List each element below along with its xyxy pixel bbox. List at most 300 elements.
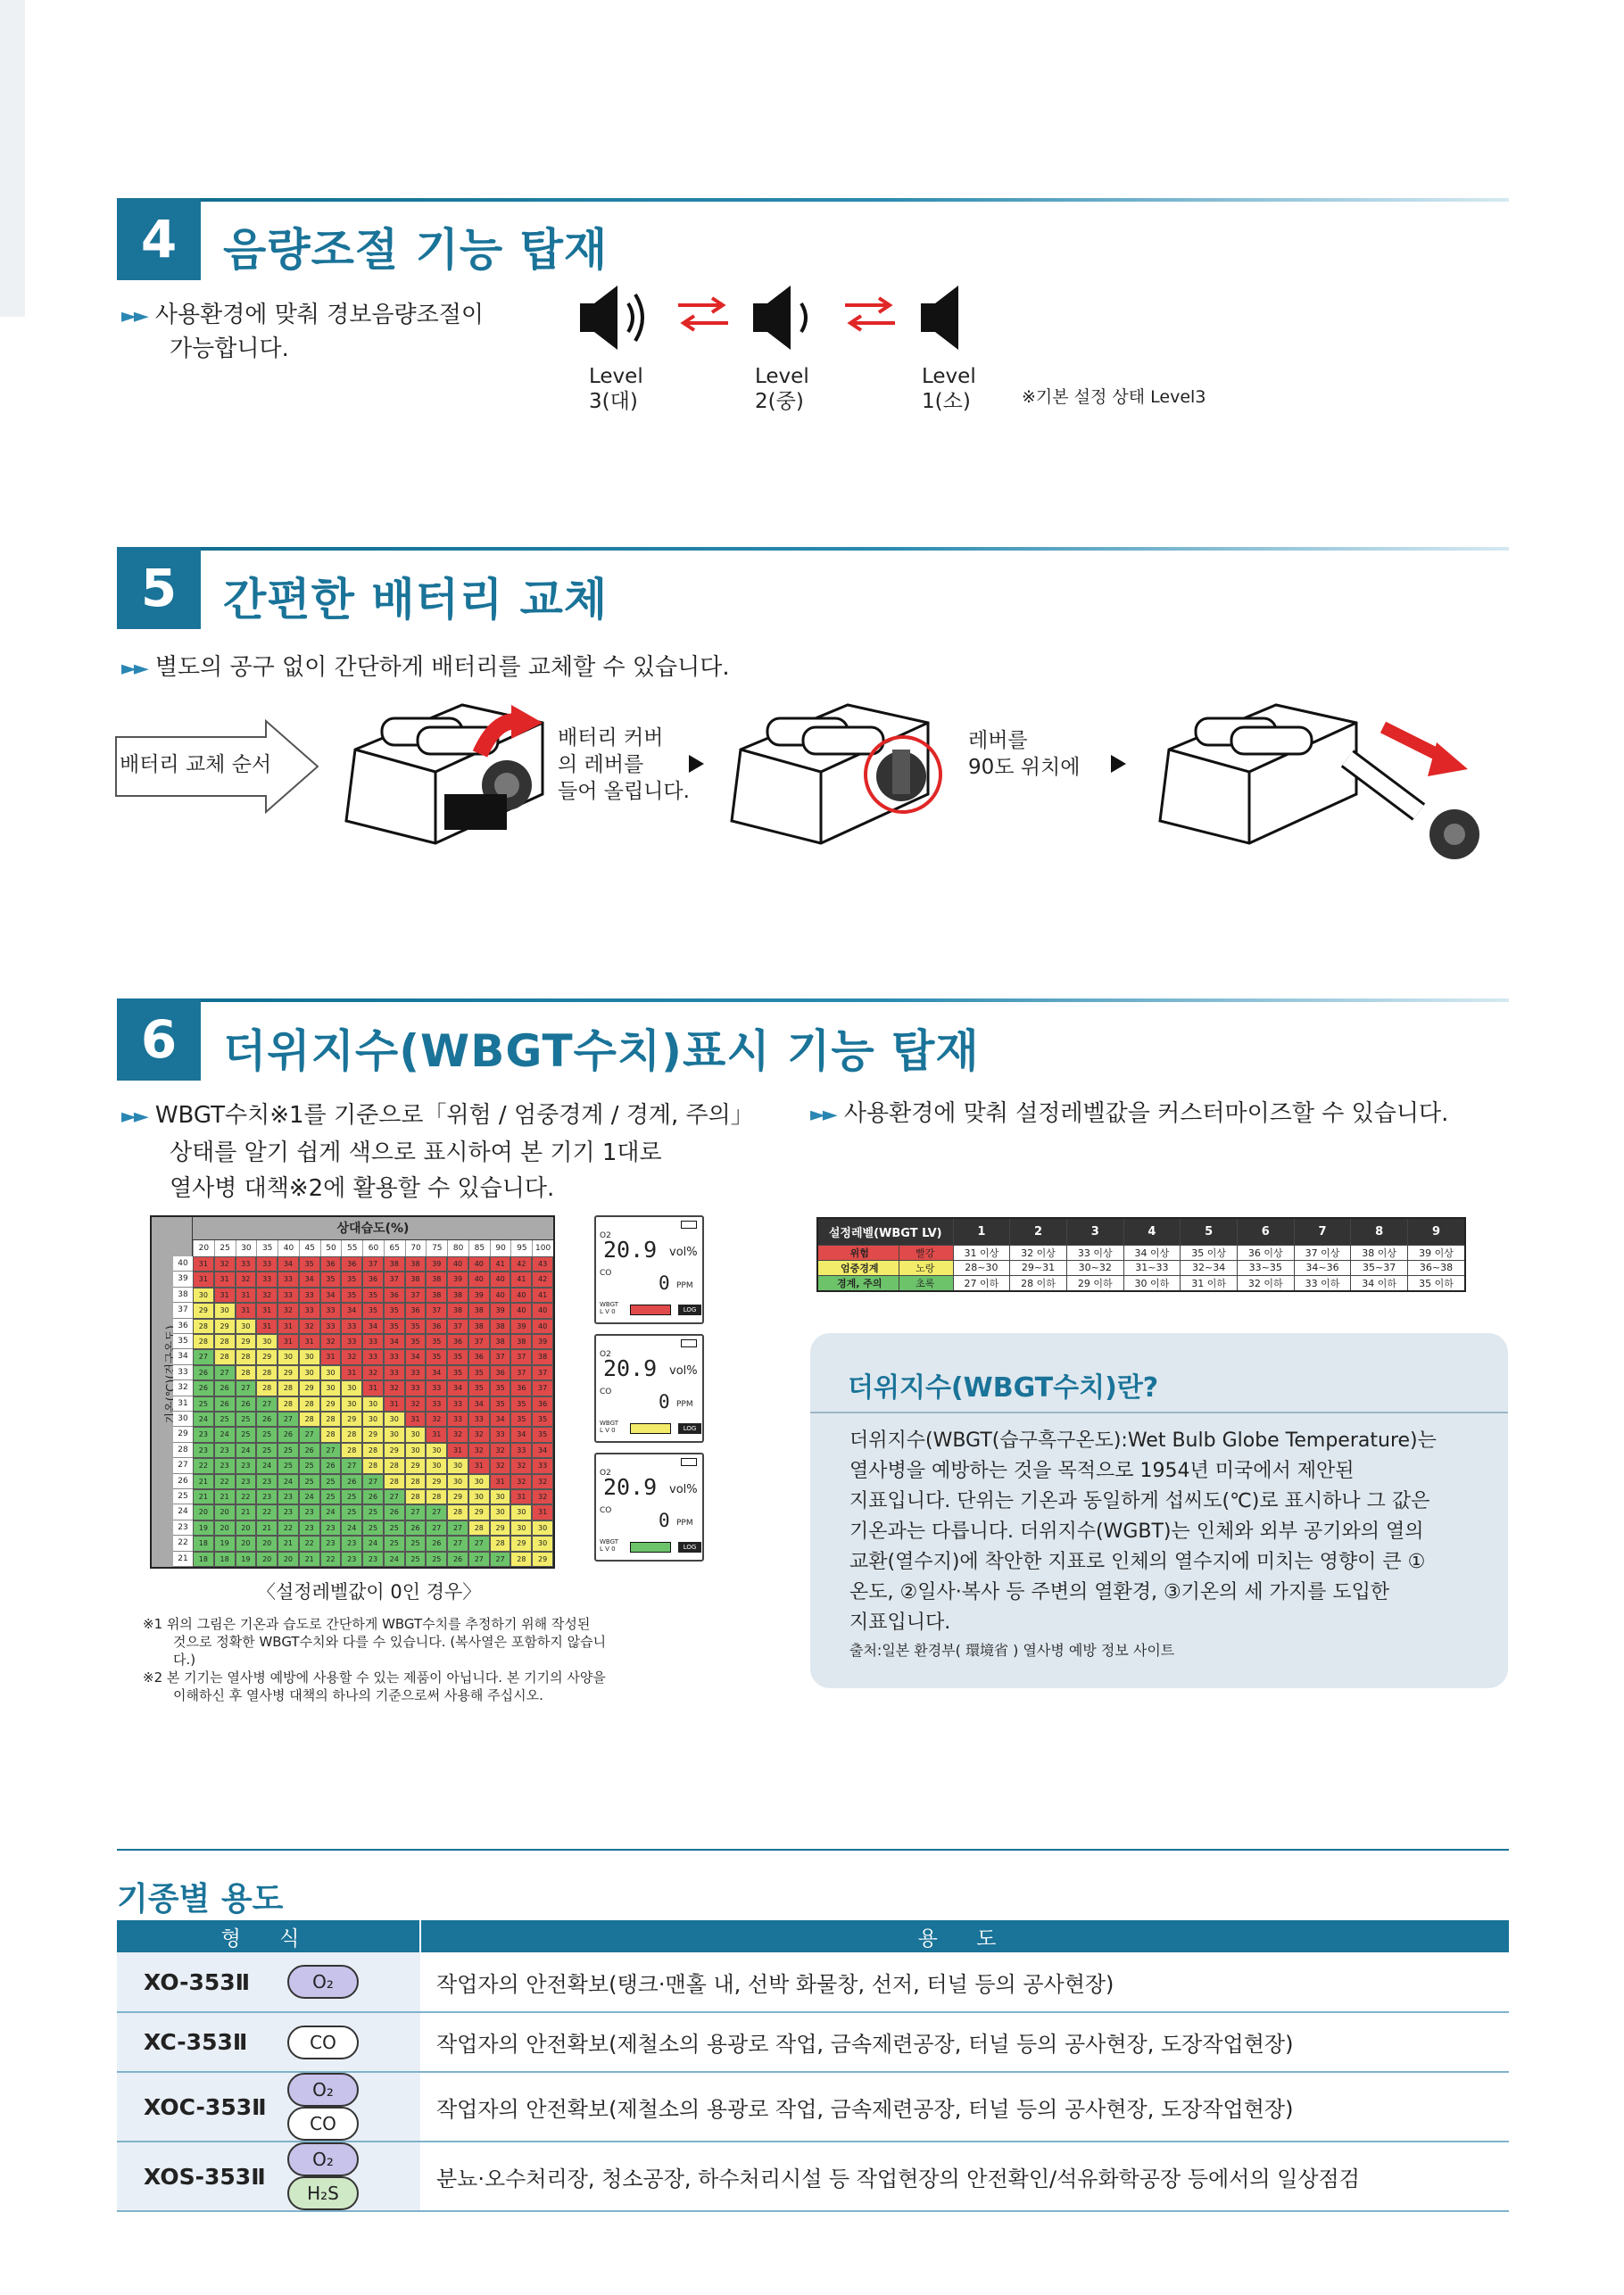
grid-cell: 26 <box>256 1412 278 1427</box>
temp-tick: 40 <box>173 1256 193 1272</box>
grid-cell: 25 <box>320 1474 342 1489</box>
grid-cell: 26 <box>405 1520 427 1536</box>
level-value-cell: 28~30 <box>953 1260 1010 1275</box>
grid-cell: 26 <box>384 1504 405 1520</box>
grid-cell: 31 <box>510 1489 532 1504</box>
model-use: 작업자의 안전확보(제철소의 용광로 작업, 금속제련공장, 터널 등의 공사현장, 도장작업현장) <box>420 2012 1509 2072</box>
grid-cell: 27 <box>447 1520 468 1536</box>
temp-tick: 37 <box>173 1303 193 1318</box>
grid-cell: 38 <box>468 1319 490 1334</box>
grid-cell: 35 <box>468 1380 490 1396</box>
footnotes: ※1 위의 그림은 기온과 습도로 간단하게 WBGT수치를 추정하기 위해 작성된 것으로 정확한 WBGT수치와 다를 수 있습니다. (복사열은 포함하지 않습니 다.) ※2 본 기기는 열사병 예방에 사용할 수 있는 제품이 아닙니다. 본 기기의 사양을 이해하신 후 열사병 대책의 하나의 기준으로써 사용해 주십시오. <box>143 1616 607 1703</box>
grid-cell: 27 <box>362 1474 384 1489</box>
grid-cell: 27 <box>426 1504 447 1520</box>
humidity-tick: 50 <box>320 1240 342 1256</box>
grid-cell: 30 <box>236 1319 257 1334</box>
grid-cell: 25 <box>299 1474 320 1489</box>
grid-cell: 25 <box>299 1458 320 1473</box>
grid-cell: 40 <box>468 1272 490 1287</box>
section-divider <box>117 547 1509 551</box>
lcd-co-unit: PPM <box>676 1400 693 1409</box>
level-label: Level 1(소) <box>922 365 976 413</box>
grid-cell: 28 <box>341 1427 362 1442</box>
lcd-o2-value: 20.9 <box>603 1355 658 1381</box>
grid-cell: 27 <box>447 1536 468 1551</box>
level-label: Level 3(대) <box>589 365 643 413</box>
grid-cell: 31 <box>256 1319 278 1334</box>
grid-cell: 29 <box>426 1474 447 1489</box>
grid-cell: 34 <box>278 1256 299 1272</box>
grid-cell: 28 <box>278 1396 299 1412</box>
grid-cell: 34 <box>447 1380 468 1396</box>
grid-cell: 37 <box>532 1365 553 1380</box>
grid-cell: 38 <box>426 1288 447 1303</box>
grid-cell: 20 <box>256 1536 278 1551</box>
grid-cell: 28 <box>214 1334 236 1349</box>
grid-cell: 33 <box>256 1256 278 1272</box>
grid-cell: 24 <box>341 1520 362 1536</box>
grid-cell: 37 <box>510 1365 532 1380</box>
grid-cell: 39 <box>510 1319 532 1334</box>
grid-cell: 35 <box>341 1272 362 1287</box>
grid-cell: 39 <box>490 1303 511 1318</box>
grid-cell: 25 <box>320 1489 342 1504</box>
grid-cell: 38 <box>426 1272 447 1287</box>
grid-cell: 23 <box>256 1489 278 1504</box>
wbgt-status-bar-caution <box>630 1542 671 1553</box>
grid-cell: 32 <box>532 1474 553 1489</box>
grid-cell: 26 <box>426 1536 447 1551</box>
bullet-text: ►► 사용환경에 맞춰 설정레벨값을 커스터마이즈할 수 있습니다. <box>810 1100 1449 1127</box>
grid-cell: 26 <box>320 1458 342 1473</box>
grid-cell: 37 <box>426 1303 447 1318</box>
grid-cell: 21 <box>236 1504 257 1520</box>
grid-cell: 38 <box>490 1319 511 1334</box>
table-row <box>117 2012 1509 2072</box>
grid-cell: 27 <box>405 1504 427 1520</box>
gas-badges <box>287 2072 420 2142</box>
grid-cell: 23 <box>193 1427 214 1442</box>
humidity-tick: 70 <box>405 1240 427 1256</box>
bullet-arrow-icon: ►► <box>121 1106 146 1128</box>
grid-cell: 38 <box>405 1272 427 1287</box>
level-value-cell: 37 이상 <box>1294 1245 1351 1260</box>
grid-cell: 31 <box>193 1272 214 1287</box>
level-value-cell: 32 이상 <box>1010 1245 1067 1260</box>
level-value-cell: 30~32 <box>1066 1260 1123 1275</box>
grid-cell: 38 <box>447 1303 468 1318</box>
lcd-o2-value: 20.9 <box>603 1474 658 1500</box>
grid-cell: 20 <box>236 1520 257 1536</box>
grid-cell: 23 <box>278 1504 299 1520</box>
grid-cell: 36 <box>490 1365 511 1380</box>
level-value-cell: 38 이상 <box>1351 1245 1408 1260</box>
uses-table-header <box>117 1920 1509 1952</box>
grid-cell: 28 <box>426 1489 447 1504</box>
gas-badges <box>287 2142 420 2211</box>
grid-cell: 32 <box>384 1380 405 1396</box>
grid-cell: 25 <box>405 1552 427 1567</box>
level-value-cell: 32~34 <box>1181 1260 1238 1275</box>
grid-cell: 25 <box>362 1520 384 1536</box>
grid-cell: 27 <box>214 1365 236 1380</box>
battery-device-illustration <box>328 687 551 852</box>
grid-cell: 34 <box>362 1319 384 1334</box>
grid-cell: 38 <box>447 1288 468 1303</box>
grid-cell: 33 <box>405 1365 427 1380</box>
grid-cell: 28 <box>320 1412 342 1427</box>
grid-cell: 40 <box>490 1272 511 1287</box>
grid-cell: 23 <box>256 1474 278 1489</box>
grid-cell: 33 <box>532 1458 553 1473</box>
grid-cell: 26 <box>299 1443 320 1458</box>
grid-cell: 30 <box>320 1365 342 1380</box>
grid-cell: 34 <box>384 1334 405 1349</box>
level-value-cell: 31~33 <box>1123 1260 1181 1275</box>
grid-cell: 28 <box>490 1536 511 1551</box>
temp-tick: 38 <box>173 1288 193 1303</box>
grid-cell: 36 <box>341 1256 362 1272</box>
grid-cell: 32 <box>447 1427 468 1442</box>
grid-cell: 33 <box>236 1256 257 1272</box>
grid-cell: 26 <box>214 1396 236 1412</box>
temp-tick: 36 <box>173 1319 193 1334</box>
gas-badge-o2: O₂ <box>287 2073 359 2107</box>
grid-cell: 31 <box>341 1365 362 1380</box>
grid-cell: 28 <box>214 1349 236 1364</box>
grid-cell: 29 <box>214 1319 236 1334</box>
grid-cell: 36 <box>532 1396 553 1412</box>
grid-cell: 36 <box>405 1303 427 1318</box>
lcd-log-label: LOG <box>678 1542 701 1553</box>
grid-cell: 32 <box>278 1303 299 1318</box>
grid-cell: 32 <box>256 1288 278 1303</box>
humidity-tick: 25 <box>214 1240 236 1256</box>
grid-cell: 35 <box>384 1303 405 1318</box>
grid-cell: 38 <box>384 1256 405 1272</box>
temp-tick: 34 <box>173 1349 193 1364</box>
speaker-level1-icon <box>919 284 973 355</box>
grid-cell: 25 <box>214 1412 236 1427</box>
grid-cell: 29 <box>468 1504 490 1520</box>
grid-cell: 30 <box>447 1458 468 1473</box>
grid-cell: 40 <box>468 1256 490 1272</box>
lcd-co-label: CO <box>600 1269 612 1278</box>
grid-cell: 29 <box>278 1365 299 1380</box>
grid-cell: 39 <box>532 1334 553 1349</box>
grid-cell: 35 <box>532 1427 553 1442</box>
section-number: 6 <box>117 998 201 1081</box>
level-value-cell: 36~38 <box>1408 1260 1466 1275</box>
level-table-header <box>817 1218 1465 1245</box>
lcd-display-caution <box>594 1453 704 1562</box>
level-value-cell: 28 이하 <box>1010 1275 1067 1291</box>
level-value-cell: 35 이상 <box>1181 1245 1238 1260</box>
grid-cell: 29 <box>341 1412 362 1427</box>
grid-cell: 26 <box>362 1489 384 1504</box>
grid-cell: 23 <box>320 1520 342 1536</box>
grid-cell: 29 <box>256 1349 278 1364</box>
grid-cell: 34 <box>299 1272 320 1287</box>
swap-arrows-icon <box>676 294 730 334</box>
grid-cell: 30 <box>256 1334 278 1349</box>
humidity-tick: 100 <box>532 1240 553 1256</box>
grid-cell: 36 <box>510 1380 532 1396</box>
grid-cell: 31 <box>426 1427 447 1442</box>
grid-cell: 38 <box>468 1303 490 1318</box>
temp-tick: 24 <box>173 1504 193 1520</box>
grid-cell: 37 <box>384 1272 405 1287</box>
grid-cell: 37 <box>362 1256 384 1272</box>
grid-cell: 31 <box>447 1443 468 1458</box>
uses-header-use: 용 도 <box>420 1920 1509 1952</box>
grid-cell: 25 <box>193 1396 214 1412</box>
grid-cell: 39 <box>468 1288 490 1303</box>
grid-cell: 20 <box>256 1552 278 1567</box>
wbgt-grid-chart <box>150 1215 555 1569</box>
battery-order-label: 배터리 교체 순서 <box>120 753 272 776</box>
grid-cell: 28 <box>256 1380 278 1396</box>
grid-cell: 32 <box>320 1334 342 1349</box>
temp-tick: 32 <box>173 1380 193 1396</box>
grid-cell: 32 <box>426 1412 447 1427</box>
grid-cell: 35 <box>426 1349 447 1364</box>
section-divider <box>117 998 1509 1002</box>
wbgt-info-source: 출처:일본 환경부( 環境省 ) 열사병 예방 정보 사이트 <box>849 1642 1175 1659</box>
gas-badge-o2: O₂ <box>287 2142 359 2176</box>
grid-cell: 35 <box>490 1396 511 1412</box>
grid-cell: 21 <box>256 1520 278 1536</box>
grid-cell: 28 <box>468 1520 490 1536</box>
grid-cell: 32 <box>532 1489 553 1504</box>
lcd-wbgt-label: WBGT L V 0 <box>600 1538 619 1553</box>
humidity-tick: 80 <box>447 1240 468 1256</box>
grid-cell: 30 <box>405 1427 427 1442</box>
grid-cell: 28 <box>236 1349 257 1364</box>
grid-cell: 23 <box>299 1520 320 1536</box>
grid-cell: 36 <box>426 1319 447 1334</box>
grid-cell: 32 <box>299 1319 320 1334</box>
grid-cell: 30 <box>468 1489 490 1504</box>
grid-cell: 40 <box>447 1256 468 1272</box>
level-header-cell: 8 <box>1351 1218 1408 1245</box>
grid-cell: 29 <box>193 1303 214 1318</box>
wbgt-status-bar-warning <box>630 1423 671 1434</box>
level-value-cell: 35 이하 <box>1408 1275 1466 1291</box>
grid-cell: 22 <box>278 1520 299 1536</box>
grid-cell: 30 <box>299 1365 320 1380</box>
level-header-cell: 2 <box>1010 1218 1067 1245</box>
grid-cell: 33 <box>341 1334 362 1349</box>
grid-cell: 30 <box>320 1380 342 1396</box>
grid-cell: 28 <box>384 1474 405 1489</box>
gas-badges <box>287 2012 420 2072</box>
grid-cell: 32 <box>236 1272 257 1287</box>
grid-cell: 33 <box>447 1396 468 1412</box>
grid-cell: 27 <box>426 1520 447 1536</box>
level-value-cell: 39 이상 <box>1408 1245 1466 1260</box>
grid-cell: 32 <box>490 1458 511 1473</box>
grid-cell: 37 <box>490 1349 511 1364</box>
grid-cell: 30 <box>447 1474 468 1489</box>
gas-badge-h2s: H₂S <box>287 2176 359 2210</box>
grid-cell: 28 <box>299 1412 320 1427</box>
level-value-cell: 30 이하 <box>1123 1275 1181 1291</box>
grid-cell: 35 <box>320 1272 342 1287</box>
grid-cell: 30 <box>193 1288 214 1303</box>
grid-cell: 30 <box>426 1443 447 1458</box>
temp-tick: 39 <box>173 1272 193 1287</box>
grid-cell: 28 <box>384 1458 405 1473</box>
grid-cell: 35 <box>299 1256 320 1272</box>
grid-cell: 33 <box>299 1303 320 1318</box>
humidity-tick: 45 <box>299 1240 320 1256</box>
level-header-cell: 3 <box>1066 1218 1123 1245</box>
grid-cell: 34 <box>490 1412 511 1427</box>
uses-header-model: 형 식 <box>117 1920 420 1952</box>
temp-tick: 27 <box>173 1458 193 1473</box>
grid-cell: 29 <box>490 1520 511 1536</box>
grid-cell: 34 <box>405 1349 427 1364</box>
grid-cell: 20 <box>214 1520 236 1536</box>
section-title: 간편한 배터리 교체 <box>223 574 609 626</box>
grid-cell: 25 <box>256 1427 278 1442</box>
level-value-cell: 34 이하 <box>1351 1275 1408 1291</box>
table-row <box>117 1952 1509 2012</box>
grid-cell: 27 <box>490 1552 511 1567</box>
model-name: XOS-353Ⅱ <box>117 2142 287 2211</box>
level-label: Level 2(중) <box>755 365 809 413</box>
table-row <box>117 2072 1509 2142</box>
grid-cell: 31 <box>468 1458 490 1473</box>
grid-cell: 27 <box>468 1536 490 1551</box>
level-value-cell: 29 이하 <box>1066 1275 1123 1291</box>
wbgt-status-bar-danger <box>630 1305 671 1315</box>
step2-caption: 레버를 90도 위치에 <box>968 729 1081 779</box>
grid-cell: 32 <box>510 1458 532 1473</box>
grid-cell: 26 <box>193 1365 214 1380</box>
grid-cell: 24 <box>384 1552 405 1567</box>
grid-cell: 24 <box>299 1489 320 1504</box>
grid-cell: 28 <box>447 1504 468 1520</box>
humidity-tick: 35 <box>256 1240 278 1256</box>
grid-cell: 19 <box>214 1536 236 1551</box>
grid-cell: 30 <box>299 1349 320 1364</box>
grid-cell: 29 <box>447 1489 468 1504</box>
grid-cell: 41 <box>510 1272 532 1287</box>
grid-cell: 31 <box>256 1303 278 1318</box>
grid-cell: 40 <box>532 1319 553 1334</box>
grid-cell: 28 <box>320 1427 342 1442</box>
humidity-tick: 85 <box>468 1240 490 1256</box>
battery-icon <box>681 1339 697 1347</box>
grid-cell: 23 <box>214 1458 236 1473</box>
grid-cell: 25 <box>362 1504 384 1520</box>
grid-cell: 23 <box>341 1536 362 1551</box>
temp-tick: 26 <box>173 1474 193 1489</box>
section-divider <box>117 1849 1509 1851</box>
level-value-cell: 33~35 <box>1237 1260 1294 1275</box>
lcd-log-label: LOG <box>678 1423 701 1434</box>
grid-cell: 18 <box>214 1552 236 1567</box>
uses-table <box>117 1920 1509 2212</box>
grid-cell: 31 <box>236 1303 257 1318</box>
grid-cell: 37 <box>468 1334 490 1349</box>
humidity-tick: 30 <box>236 1240 257 1256</box>
lcd-co-value: 0 <box>659 1510 670 1531</box>
grid-cell: 23 <box>278 1489 299 1504</box>
step1-caption: 배터리 커버 의 레버를 들어 올립니다. <box>558 726 690 803</box>
grid-cell: 38 <box>405 1256 427 1272</box>
level-name-cell: 경계, 주의 초록 <box>817 1275 953 1291</box>
temp-tick: 21 <box>173 1552 193 1567</box>
humidity-tick: 55 <box>341 1240 362 1256</box>
humidity-tick: 90 <box>490 1240 511 1256</box>
grid-cell: 30 <box>384 1427 405 1442</box>
grid-cell: 21 <box>299 1552 320 1567</box>
grid-cell: 35 <box>384 1319 405 1334</box>
grid-cell: 35 <box>447 1365 468 1380</box>
grid-cell: 31 <box>532 1504 553 1520</box>
grid-cell: 33 <box>341 1319 362 1334</box>
grid-cell: 22 <box>193 1458 214 1473</box>
humidity-tick: 65 <box>384 1240 405 1256</box>
grid-cell: 34 <box>426 1365 447 1380</box>
grid-cell: 27 <box>468 1552 490 1567</box>
lcd-co-unit: PPM <box>676 1281 693 1290</box>
grid-cell: 26 <box>341 1474 362 1489</box>
temp-tick: 35 <box>173 1334 193 1349</box>
lcd-co-label: CO <box>600 1388 612 1396</box>
section-title: 음량조절 기능 탑재 <box>223 224 609 276</box>
section-number: 5 <box>117 547 201 629</box>
default-setting-note: ※기본 설정 상태 Level3 <box>1022 387 1206 407</box>
grid-cell: 30 <box>214 1303 236 1318</box>
grid-cell: 27 <box>278 1412 299 1427</box>
grid-cell: 31 <box>490 1474 511 1489</box>
grid-cell: 30 <box>532 1520 553 1536</box>
humidity-tick: 40 <box>278 1240 299 1256</box>
grid-cell: 18 <box>193 1552 214 1567</box>
grid-cell: 36 <box>320 1256 342 1272</box>
grid-cell: 31 <box>193 1256 214 1272</box>
grid-cell: 29 <box>510 1536 532 1551</box>
grid-cell: 28 <box>278 1380 299 1396</box>
level-row <box>817 1245 1465 1260</box>
grid-cell: 37 <box>510 1349 532 1364</box>
grid-cell: 33 <box>490 1427 511 1442</box>
grid-cell: 40 <box>532 1303 553 1318</box>
grid-cell: 20 <box>278 1552 299 1567</box>
level-header-cell: 7 <box>1294 1218 1351 1245</box>
grid-cell: 33 <box>320 1303 342 1318</box>
grid-cell: 29 <box>320 1396 342 1412</box>
grid-cell: 33 <box>426 1380 447 1396</box>
grid-cell: 24 <box>256 1458 278 1473</box>
section-title: 더위지수(WBGT수치)표시 기능 탑재 <box>223 1025 980 1077</box>
grid-cell: 30 <box>362 1412 384 1427</box>
level-header-cell: 9 <box>1408 1218 1466 1245</box>
grid-cell: 35 <box>510 1396 532 1412</box>
grid-cell: 24 <box>278 1474 299 1489</box>
grid-cell: 30 <box>490 1504 511 1520</box>
temp-tick: 22 <box>173 1536 193 1551</box>
grid-cell: 23 <box>320 1536 342 1551</box>
grid-cell: 32 <box>468 1443 490 1458</box>
grid-cell: 26 <box>214 1380 236 1396</box>
lcd-log-label: LOG <box>678 1305 701 1315</box>
grid-cell: 33 <box>256 1272 278 1287</box>
